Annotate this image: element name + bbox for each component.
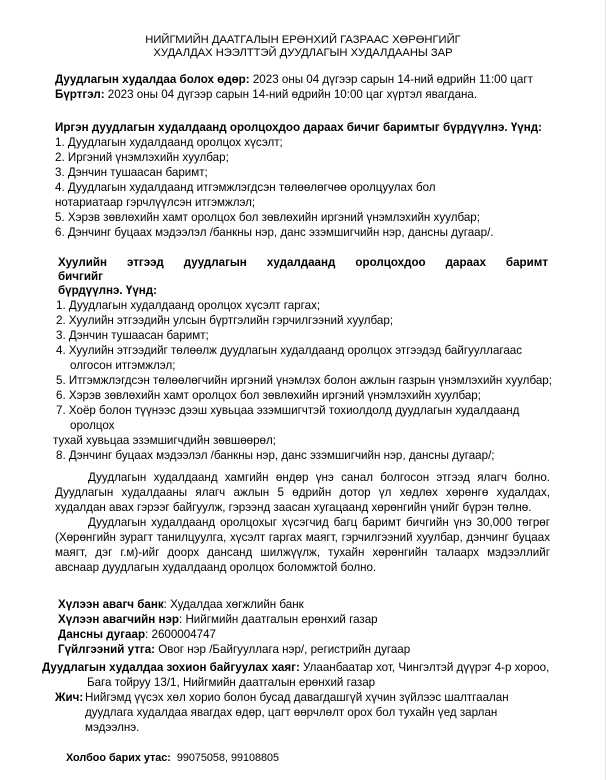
note-label: Жич: [55,691,84,704]
list-item: 6. Дэнчинг буцаах мэдээлэл /банкны нэр, данс эзэмшигчийн нэр, дансны дугаар/. [55,226,494,239]
list-item: 3. Дэнчин тушаасан баримт; [55,166,208,179]
list-item: 4. Дуудлагын худалдаанд итгэмжлэгдсэн төлөөлөгчөө оролцуулах бол [55,181,436,194]
list-item: 5. Хэрэв зөвлөхийн хамт оролцох бол зөвлөхийн иргэний үнэмлэхийн хуулбар; [55,211,480,224]
list-item-continuation: тухай хувьцаа эзэмшигчдийн зөвшөөрөл; [53,434,276,447]
auction-date-value: 2023 оны 04 дүгээр сарын 14-ний өдрийн 11:00 цагт [249,73,533,86]
account-value: 2600004747 [151,628,216,641]
title-line: ХУДАЛДАХ НЭЭЛТТЭЙ ДУУДЛАГЫН ХУДАЛДААНЫ ЗАР [153,47,453,59]
terms-paragraphs [55,470,550,575]
paragraph: Дуудлагын худалдаанд оролцохыг хүсэгчид багц баримт бичгийн үнэ 30,000 төгрөг (Хөрөнгийн зурагт танилцуулга, хүсэлт гаргах маягт, гэрчилгээний хуулбар, дэнчинг буцаах маягт, дэг г.м)-ийг доорх дансанд шилжүүлж, тухайн хөрөнгийн талаарх мэдээллийг авснаар дуудлагын худалдаанд оролцох боломжтой болно. [55,516,550,574]
bank-info [58,597,598,657]
list-item-continuation: оролцох [70,419,115,432]
list-item-continuation: олгосон итгэмжлэл; [70,359,176,372]
citizen-requirements [55,120,555,240]
address-label: Дуудлагын худалдаа зохион байгуулах хаяг: [42,661,300,674]
address-line [42,660,602,675]
address-continuation: Бага тойруу 13/1, Нийгмийн даатгалын ерөнхий газар [87,676,376,689]
bank-row [58,642,598,657]
auction-date-line [55,72,555,87]
bank-value: Худалдаа хөгжлийн банк [170,598,304,611]
list-item-continuation: нотариатаар гэрчлүүлсэн итгэмжлэл; [55,196,256,209]
citizen-heading: Иргэн дуудлагын худалдаанд оролцохдоо дараах бичиг баримтыг бүрдүүлнэ. Үүнд: [55,121,542,134]
recipient-value: Нийгмийн даатгалын ерөнхий газар [185,613,378,626]
list-item: 3. Дэнчин тушаасан баримт; [56,329,209,342]
list-item: 5. Итгэмжлэгдсэн төлөөлөгчийн иргэний үнэмлэх болон ажлын газрын үнэмлэхийн хуулбар; [56,374,552,387]
note-line: мэдээлнэ. [85,721,140,734]
document-title [0,34,606,60]
note-line: дуудлага худалдаа явагдах өдөр, цагт өөрчлөлт орох бол тухайн үед зарлан [85,706,498,719]
list-item: 2. Хуулийн этгээдийн улсын бүртгэлийн гэрчилгээний хуулбар; [56,314,394,327]
note-line: Нийгэмд үүсэх хөл хорио болон бусад давагдашгүй хүчин зүйлээс шалтгаалан [85,691,509,704]
contact-label: Холбоо барих утас: [66,752,171,764]
list-item: 7. Хоёр болон түүнээс дээш хувьцаа эзэмшигчтэй тохиолдолд дуудлагын худалдаанд [56,404,520,417]
list-item: 2. Иргэний үнэмлэхийн хуулбар; [55,151,229,164]
contact-phone [66,751,566,766]
note-text [85,690,575,735]
bank-sep: : [163,598,171,611]
auction-info [55,72,555,102]
note [55,690,575,735]
transaction-value: Овог нэр /Байгууллага нэр/, регистрийн дугаар [158,643,411,656]
list-item: 1. Дуудлагын худалдаанд оролцох хүсэлт гаргах; [56,299,321,312]
registration-line [55,87,555,102]
list-item: 6. Хэрэв зөвлөхийн хамт оролцох бол зөвлөхийн иргэний үнэмлэхийн хуулбар; [56,389,481,402]
bank-label: Хүлээн авагч банк [58,598,164,611]
legal-entity-requirements [53,256,552,463]
note-row [55,690,575,735]
registration-label: Бүртгэл: [55,88,105,101]
account-sep: : [145,628,152,641]
bank-row [58,627,598,642]
legal-heading-line: Хуулийн этгээд дуудлагын худалдаанд оролцохдоо дараах баримт бичгийг [58,256,548,283]
transaction-label: Гүйлгээний утга: [58,643,156,656]
auction-date-label: Дуудлагын худалдаа болох өдөр: [55,73,250,86]
registration-value: 2023 оны 04 дүгээр сарын 14-ний өдрийн 10:00 цаг хүртэл явагдана. [104,88,478,101]
legal-heading [58,256,548,298]
auction-address [42,660,602,690]
contact-value: 99075058, 99108805 [170,752,279,764]
paragraph: Дуудлагын худалдаанд хамгийн өндөр үнэ санал болгосон этгээд ялагч болно. Дуудлагын худалдааны ялагч ажлын 5 өдрийн дотор үл хөдлөх хөрөнгө худалдах, худалдан авах гэрээг байгуулж, гэрээнд заасан хугацаанд хөрөнгийн үнийг бүрэн төлнө. [55,471,550,514]
account-label: Дансны дугаар [58,628,146,641]
list-item: 1. Дуудлагын худалдаанд оролцох хүсэлт; [55,136,283,149]
bank-row [58,612,598,627]
list-item: 8. Дэнчинг буцаах мэдээлэл /банкны нэр, данс эзэмшигчийн нэр, дансны дугаар/; [56,449,495,462]
bank-row [58,597,598,612]
list-item: 4. Хуулийн этгээдийг төлөөлж дуудлагын худалдаанд оролцох этгээдэд байгууллагаас [56,344,523,357]
title-line: НИЙГМИЙН ДААТГАЛЫН ЕРӨНХИЙ ГАЗРААС ХӨРӨНГИЙГ [145,34,461,46]
recipient-sep: : [178,613,186,626]
address-value: Улаанбаатар хот, Чингэлтэй дүүрэг 4-р хороо, [299,661,550,674]
recipient-label: Хүлээн авагчийн нэр [58,613,179,626]
legal-heading-line: бүрдүүлнэ. Үүнд: [58,284,157,297]
